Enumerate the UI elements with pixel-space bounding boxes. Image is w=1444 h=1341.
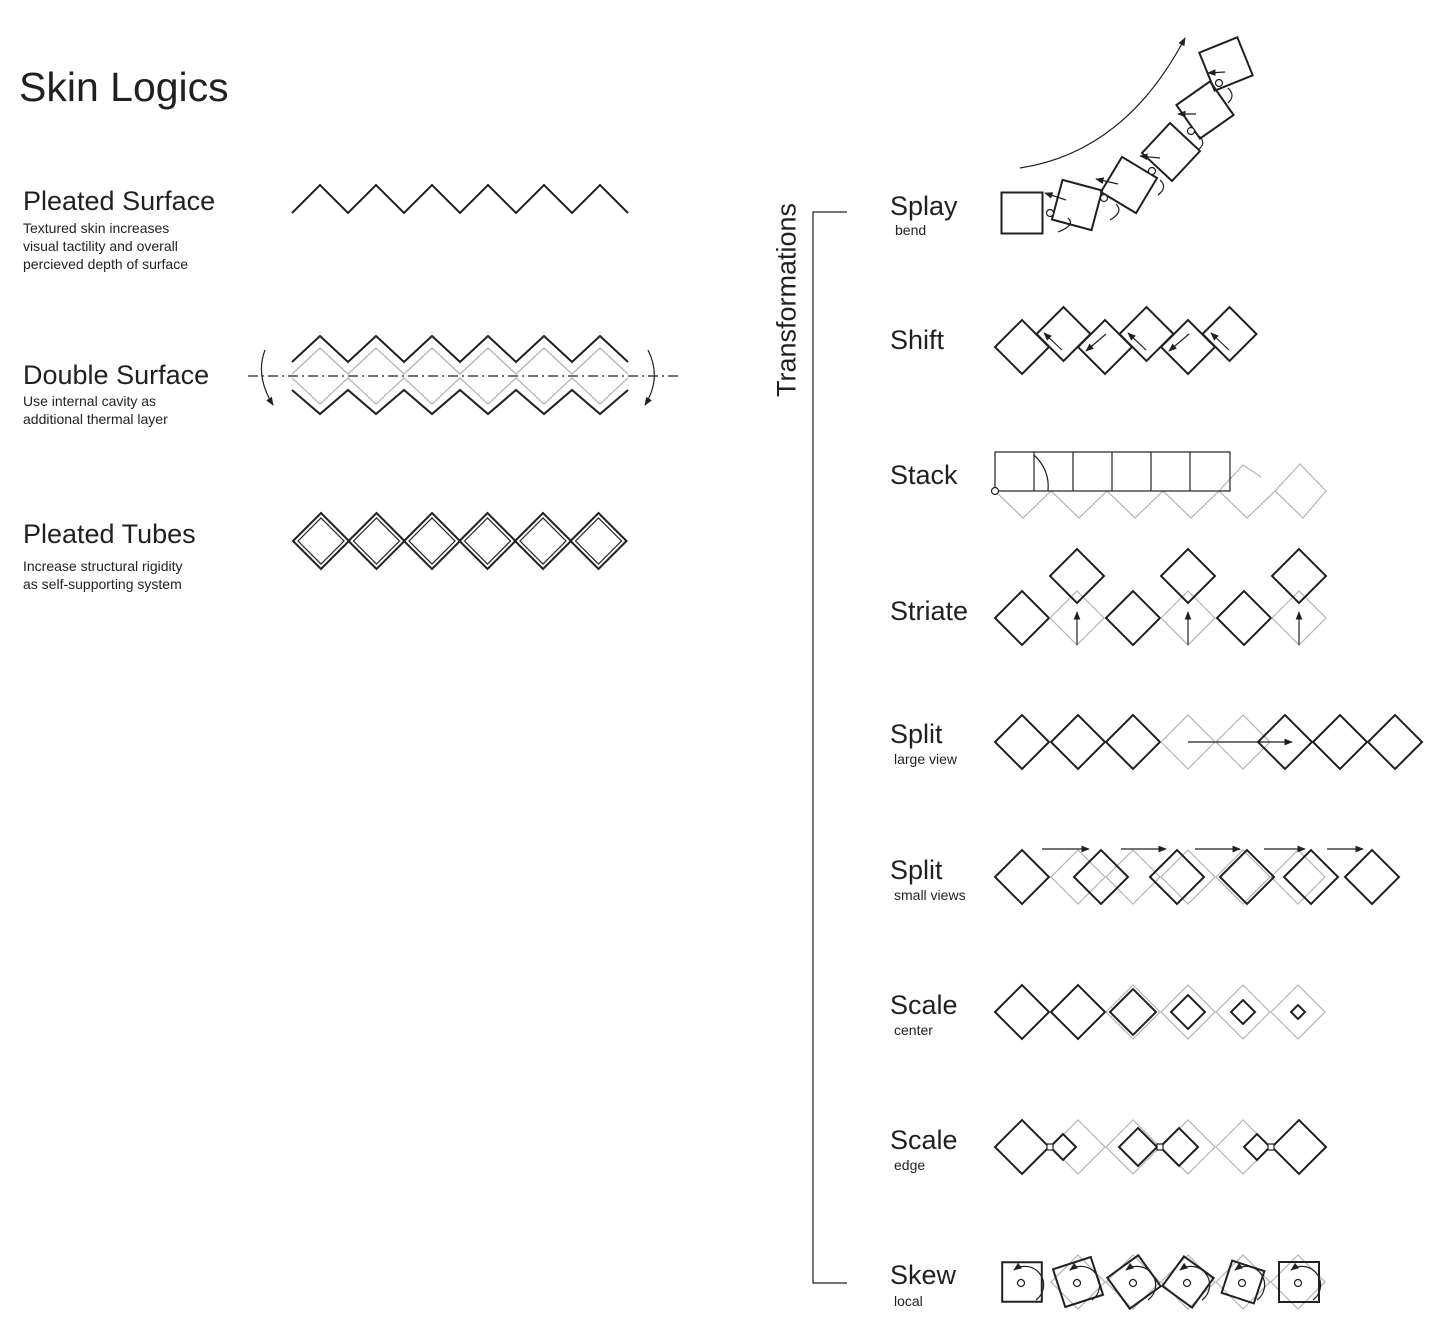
diamond-shape bbox=[1051, 985, 1105, 1039]
square-shape bbox=[1052, 180, 1102, 230]
diamond-shape bbox=[1161, 1120, 1215, 1174]
diamond-shape bbox=[1271, 850, 1325, 904]
hinge-node bbox=[1101, 195, 1108, 202]
stack-title: Stack bbox=[890, 460, 958, 490]
arrow bbox=[1140, 156, 1160, 158]
diamond-shape bbox=[354, 518, 400, 564]
page-title: Skin Logics bbox=[19, 64, 229, 110]
arrow bbox=[1045, 193, 1066, 200]
shift-title: Shift bbox=[890, 325, 945, 355]
skew-subtitle: local bbox=[894, 1293, 923, 1309]
diamond-shape bbox=[576, 518, 622, 564]
diamond-shape bbox=[1051, 1120, 1105, 1174]
diamond-shape bbox=[995, 320, 1049, 374]
diamond-shape bbox=[995, 715, 1049, 769]
diamond-shape bbox=[520, 518, 566, 564]
diamond-shape bbox=[349, 513, 405, 569]
diamond-shape bbox=[995, 591, 1049, 645]
pivot-node bbox=[1184, 1280, 1191, 1287]
diamond-shape bbox=[1216, 850, 1270, 904]
diamond-shape bbox=[1291, 1005, 1305, 1019]
scale-edge-subtitle: edge bbox=[894, 1157, 926, 1173]
double-surface-title: Double Surface bbox=[23, 360, 210, 390]
diamond-shape bbox=[1051, 715, 1105, 769]
diamond-shape bbox=[1160, 1128, 1198, 1166]
diamond-shape bbox=[1161, 320, 1215, 374]
diamond-shape bbox=[409, 518, 455, 564]
pleated-tubes-title: Pleated Tubes bbox=[23, 519, 196, 549]
diamond-shape bbox=[995, 985, 1049, 1039]
diamond-shape bbox=[404, 513, 460, 569]
diamond-shape bbox=[1106, 850, 1160, 904]
diamond-shape bbox=[1050, 1134, 1076, 1160]
pivot-node bbox=[1295, 1280, 1302, 1287]
diamond-shape bbox=[1050, 549, 1104, 603]
diamond-shape bbox=[1271, 985, 1325, 1039]
hinge-node bbox=[1268, 1144, 1274, 1150]
diamond-shape bbox=[515, 513, 571, 569]
diamond-shape bbox=[1119, 1128, 1157, 1166]
hinge-node bbox=[1188, 128, 1195, 135]
pivot-node bbox=[1018, 1280, 1025, 1287]
arrow bbox=[1044, 333, 1062, 350]
shift-drawing bbox=[995, 307, 1257, 374]
splay-subtitle: bend bbox=[895, 222, 927, 238]
pleated-surface-title: Pleated Surface bbox=[23, 186, 216, 216]
diamond-shape bbox=[1051, 850, 1105, 904]
angle-mark bbox=[1110, 204, 1119, 220]
diamond-shape bbox=[298, 518, 344, 564]
scale-edge-title: Scale bbox=[890, 1125, 958, 1155]
diamond-shape bbox=[1074, 850, 1128, 904]
hinge-node bbox=[1157, 1144, 1163, 1150]
diamond-shape bbox=[1171, 995, 1205, 1029]
skew-title: Skew bbox=[890, 1260, 957, 1290]
diamond-shape bbox=[1284, 850, 1338, 904]
split-large-subtitle: large view bbox=[894, 751, 958, 767]
pleated-tubes-drawing bbox=[293, 513, 627, 569]
pivot-node bbox=[1239, 1280, 1246, 1287]
splay-drawing bbox=[1002, 37, 1253, 233]
hinge-node bbox=[1216, 80, 1223, 87]
skew-drawing bbox=[1002, 1249, 1325, 1315]
rotate-arrow-right bbox=[645, 350, 654, 405]
square-shape bbox=[1002, 193, 1043, 234]
arrow bbox=[1208, 72, 1225, 73]
hinge-node bbox=[1149, 168, 1156, 175]
diamond-shape bbox=[1220, 850, 1274, 904]
diamond-shape bbox=[1106, 591, 1160, 645]
description-line: additional thermal layer bbox=[23, 411, 168, 427]
scale-center-drawing bbox=[995, 985, 1325, 1039]
pivot-node bbox=[1074, 1280, 1081, 1287]
diamond-shape bbox=[995, 1120, 1049, 1174]
striate-drawing bbox=[995, 549, 1326, 645]
description-line: percieved depth of surface bbox=[23, 256, 188, 272]
diamond-shape bbox=[293, 513, 349, 569]
diamond-shape bbox=[1244, 1134, 1270, 1160]
diamond-shape bbox=[571, 513, 627, 569]
angle-mark bbox=[1158, 180, 1164, 195]
description-line: Increase structural rigidity bbox=[23, 558, 183, 574]
diamond-shape bbox=[1203, 307, 1257, 361]
diamond-shape bbox=[1078, 320, 1132, 374]
diamond-shape bbox=[1120, 307, 1174, 361]
diamond-shape bbox=[1106, 1120, 1160, 1174]
diamond-shape bbox=[1216, 985, 1270, 1039]
diamond-shape bbox=[465, 518, 511, 564]
scale-edge-drawing bbox=[995, 1120, 1326, 1174]
diamond-shape bbox=[1106, 715, 1160, 769]
diamond-shape bbox=[460, 513, 516, 569]
diamond-shape bbox=[1368, 715, 1422, 769]
diamond-shape bbox=[1231, 1000, 1255, 1024]
transformations-bracket bbox=[813, 212, 847, 1283]
scale-center-subtitle: center bbox=[894, 1022, 933, 1038]
pleated-surface-zigzag bbox=[292, 185, 628, 213]
diamond-shape bbox=[1217, 591, 1271, 645]
split-small-drawing bbox=[995, 849, 1399, 904]
diamond-shape bbox=[1272, 1120, 1326, 1174]
transformations-label: Transformations bbox=[771, 202, 802, 398]
pivot-node bbox=[1130, 1280, 1137, 1287]
description-line: as self-supporting system bbox=[23, 576, 182, 592]
square-shape bbox=[1176, 81, 1233, 138]
diamond-shape bbox=[995, 850, 1049, 904]
split-large-title: Split bbox=[890, 719, 943, 749]
hinge-node bbox=[1047, 210, 1054, 217]
description-line: visual tactility and overall bbox=[23, 238, 178, 254]
diamond-shape bbox=[1161, 549, 1215, 603]
description-line: Use internal cavity as bbox=[23, 393, 157, 409]
diamond-shape bbox=[1345, 850, 1399, 904]
square-shape bbox=[1101, 157, 1157, 213]
diamond-shape bbox=[1272, 549, 1326, 603]
diamond-shape bbox=[1161, 985, 1215, 1039]
stack-drawing bbox=[992, 452, 1327, 518]
scale-center-title: Scale bbox=[890, 990, 958, 1020]
description-line: Textured skin increases bbox=[23, 220, 170, 236]
angle-mark bbox=[1228, 88, 1232, 103]
split-small-title: Split bbox=[890, 855, 943, 885]
splay-title: Splay bbox=[890, 191, 958, 221]
double-surface-drawing bbox=[248, 336, 678, 414]
diamond-shape bbox=[1106, 985, 1160, 1039]
hinge-node bbox=[1047, 1144, 1053, 1150]
rotate-arrow-left bbox=[261, 350, 273, 405]
diamond-shape bbox=[1110, 989, 1156, 1035]
diamond-shape bbox=[1313, 715, 1367, 769]
split-large-drawing bbox=[995, 715, 1422, 769]
split-small-subtitle: small views bbox=[894, 887, 966, 903]
striate-title: Striate bbox=[890, 596, 969, 626]
